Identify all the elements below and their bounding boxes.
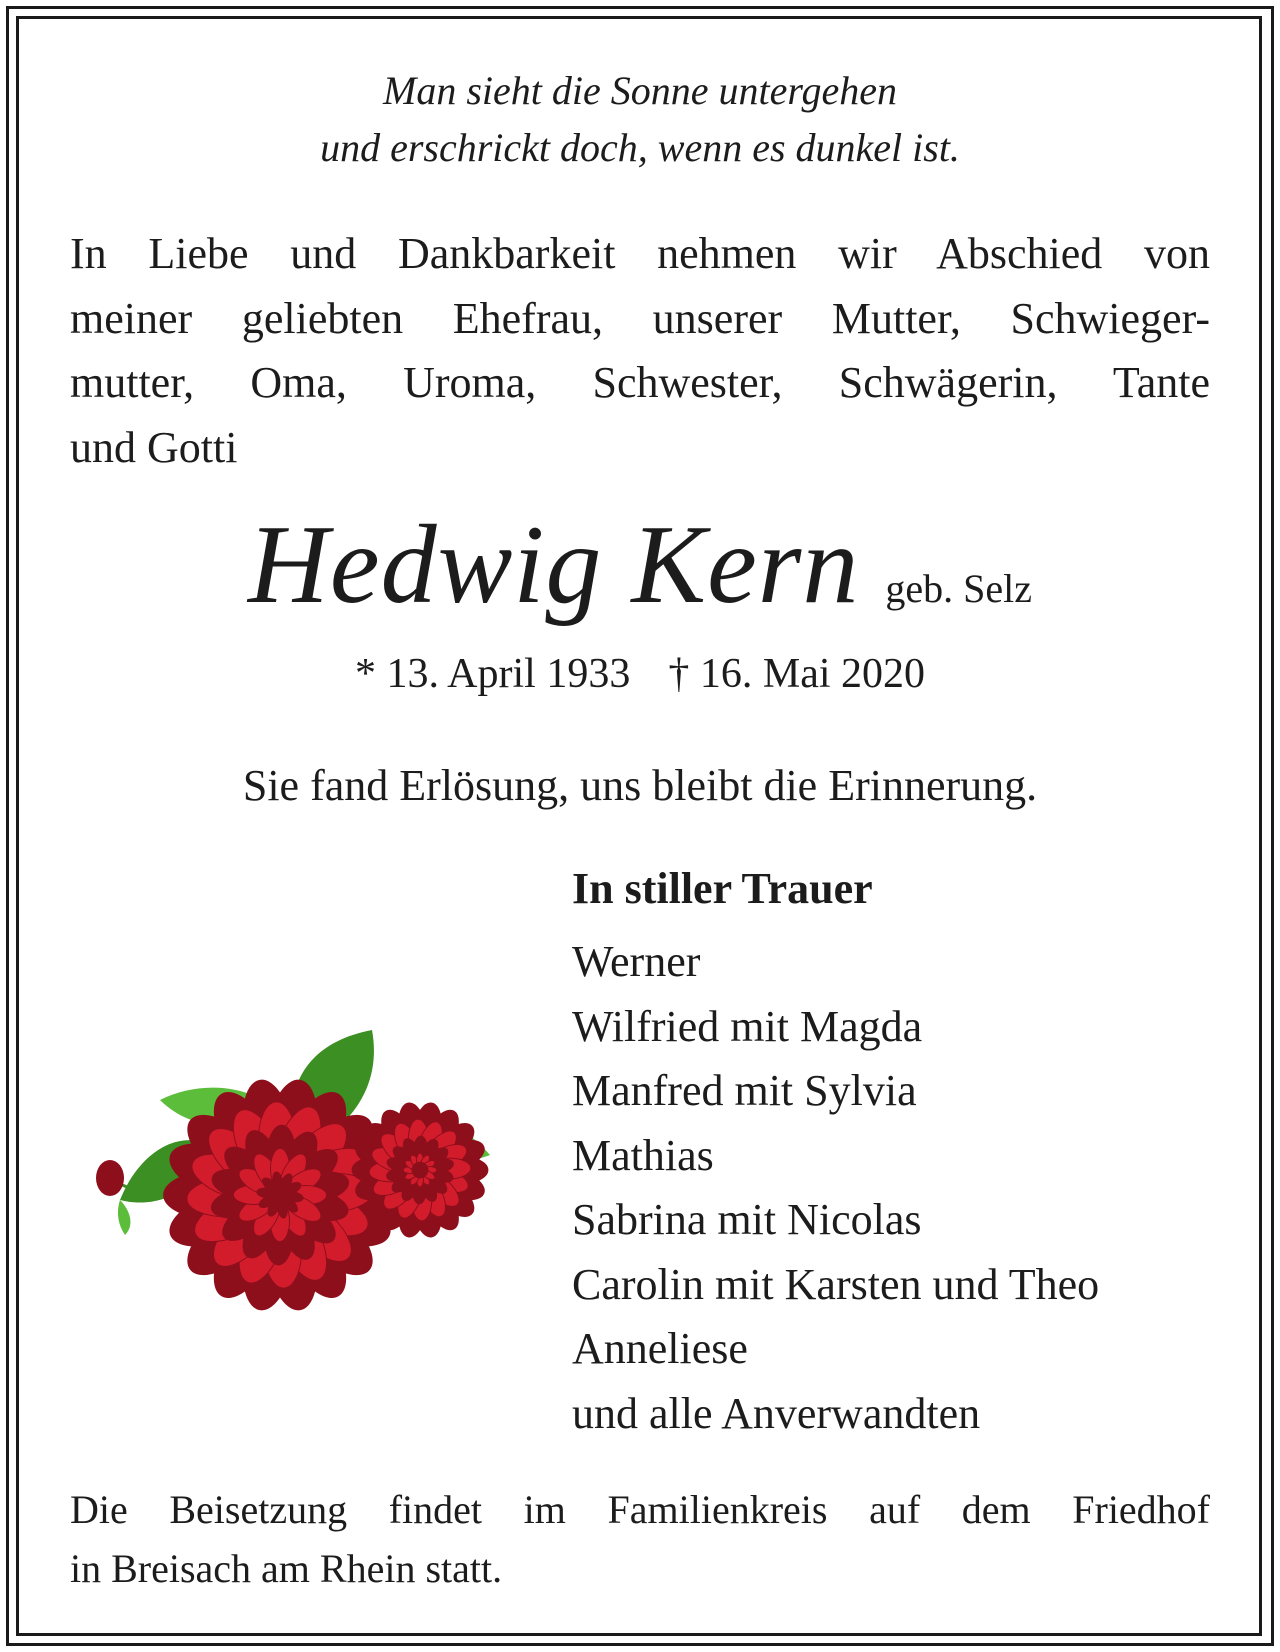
- death-date: † 16. Mai 2020: [668, 651, 925, 697]
- intro-line: meiner geliebten Ehefrau, unserer Mutter, Schwieger-: [70, 293, 1210, 343]
- mourner-name: Carolin mit Karsten und Theo: [572, 1259, 1100, 1309]
- burial-notice: [70, 1480, 1210, 1598]
- mourner-name: Manfred mit Sylvia: [572, 1066, 917, 1115]
- mourners-heading: In stiller Trauer: [572, 864, 873, 913]
- burial-line: in Breisach am Rhein statt.: [70, 1546, 503, 1591]
- motto-line-1: Man sieht die Sonne untergehen: [383, 68, 897, 113]
- mourner-name: Werner: [572, 937, 701, 986]
- deceased-name-line: [0, 505, 1280, 625]
- intro-line: mutter, Oma, Uroma, Schwester, Schwägerin, Tante: [70, 358, 1210, 407]
- intro-line: In Liebe und Dankbarkeit nehmen wir Abschied von: [70, 229, 1210, 278]
- motto-line-2: und erschrickt doch, wenn es dunkel ist.: [320, 125, 960, 170]
- closing-line: Sie fand Erlösung, uns bleibt die Erinnerung.: [242, 761, 1038, 810]
- intro-line: und Gotti: [70, 422, 238, 472]
- mourner-name: Wilfried mit Magda: [572, 1001, 923, 1051]
- mourner-name: Sabrina mit Nicolas: [572, 1195, 922, 1244]
- mourner-name: und alle Anverwandten: [572, 1388, 981, 1438]
- mourners-block: [572, 860, 1232, 1446]
- burial-line: Die Beisetzung findet im Familienkreis auf dem Friedhof: [70, 1487, 1210, 1532]
- mourner-name: Anneliese: [572, 1324, 748, 1373]
- life-dates: [0, 648, 1280, 700]
- deceased-name: Hedwig Kern: [247, 503, 860, 627]
- dahlia-flowers-icon: [90, 1030, 530, 1330]
- maiden-name: geb. Selz: [885, 566, 1033, 611]
- flower-center-icon: [412, 1162, 429, 1179]
- intro-text: [70, 222, 1210, 480]
- motto-quote: [0, 62, 1280, 176]
- mourner-name: Mathias: [572, 1130, 714, 1180]
- birth-date: * 13. April 1933: [355, 651, 631, 697]
- flower-center-icon: [266, 1181, 295, 1210]
